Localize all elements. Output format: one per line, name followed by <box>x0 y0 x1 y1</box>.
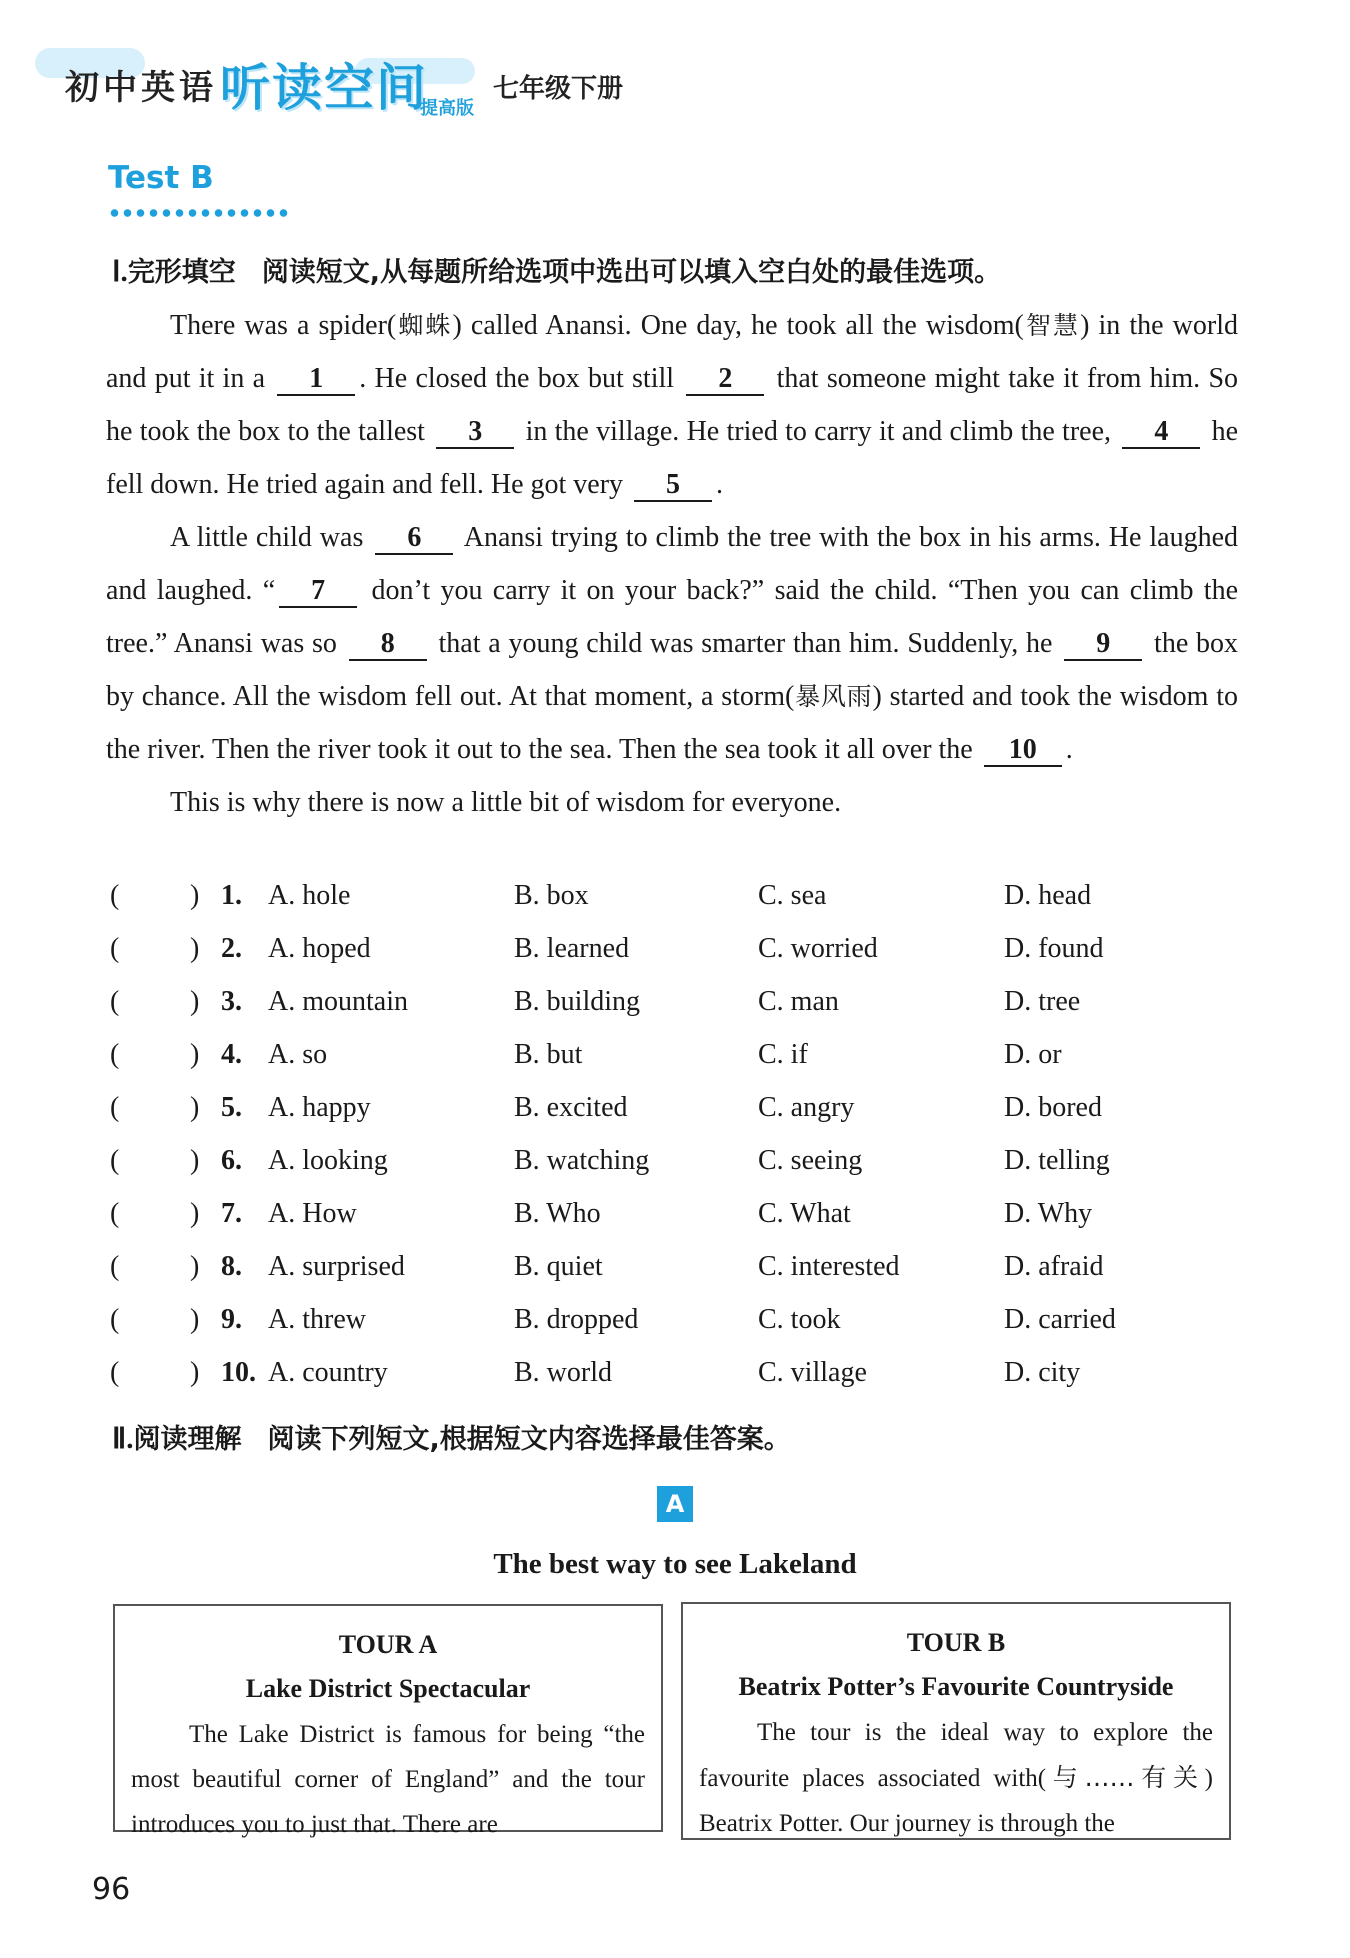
answer-paren-right: ) <box>190 1039 200 1070</box>
option-c: C. seeing <box>758 1145 863 1176</box>
option-a: A. surprised <box>268 1251 405 1282</box>
option-c: C. angry <box>758 1092 855 1123</box>
option-c: C. What <box>758 1198 851 1229</box>
option-c: C. village <box>758 1357 867 1388</box>
option-d: D. or <box>1004 1039 1062 1070</box>
answer-paren-right: ) <box>190 1304 200 1335</box>
edition-label: 提高版 <box>420 98 474 119</box>
answer-paren-left: ( <box>110 986 120 1017</box>
tour-b-text: The tour is the ideal way to explore the favourite places associated with(与……有关) Beatrix Potter. Our journey is through the <box>699 1719 1213 1837</box>
answer-paren-right: ) <box>190 1357 200 1388</box>
section-number: Ⅰ. <box>112 256 128 288</box>
question-number: 10. <box>221 1357 256 1388</box>
option-b: B. watching <box>514 1145 650 1176</box>
option-b: B. dropped <box>514 1304 639 1335</box>
section-number: Ⅱ. <box>112 1423 134 1455</box>
question-number: 9. <box>221 1304 242 1335</box>
question-row <box>106 1357 1238 1410</box>
option-a: A. looking <box>268 1145 388 1176</box>
section-heading-cloze <box>112 250 1001 289</box>
answer-paren-left: ( <box>110 1251 120 1282</box>
option-c: C. if <box>758 1039 808 1070</box>
option-b: B. excited <box>514 1092 628 1123</box>
option-a: A. mountain <box>268 986 408 1017</box>
question-number: 3. <box>221 986 242 1017</box>
answer-paren-left: ( <box>110 1145 120 1176</box>
tour-a-box <box>113 1604 663 1838</box>
question-row <box>106 1304 1238 1357</box>
answer-paren-right: ) <box>190 1092 200 1123</box>
blank-2: 2 <box>686 364 764 396</box>
answer-paren-left: ( <box>110 1304 120 1335</box>
answer-paren-right: ) <box>190 880 200 911</box>
blank-7: 7 <box>279 576 357 608</box>
answer-paren-left: ( <box>110 880 120 911</box>
question-number: 6. <box>221 1145 242 1176</box>
answer-paren-left: ( <box>110 1039 120 1070</box>
section-instruction: 阅读下列短文,根据短文内容选择最佳答案。 <box>267 1424 791 1455</box>
grade-label: 七年级下册 <box>493 74 624 104</box>
option-b: B. Who <box>514 1198 601 1229</box>
answer-paren-left: ( <box>110 1198 120 1229</box>
question-row <box>106 933 1238 986</box>
answer-paren-right: ) <box>190 1145 200 1176</box>
question-row <box>106 986 1238 1039</box>
option-a: A. so <box>268 1039 328 1070</box>
passage-paragraph: This is why there is now a little bit of wisdom for everyone. <box>170 787 842 818</box>
question-row <box>106 1251 1238 1304</box>
option-a: A. How <box>268 1198 357 1229</box>
brand-logo: 听读空间 <box>220 59 428 117</box>
answer-paren-left: ( <box>110 1092 120 1123</box>
option-c: C. sea <box>758 880 827 911</box>
option-d: D. tree <box>1004 986 1081 1017</box>
answer-paren-right: ) <box>190 933 200 964</box>
blank-3: 3 <box>436 417 514 449</box>
option-c: C. interested <box>758 1251 900 1282</box>
tour-a-subtitle: Lake District Spectacular <box>245 1674 531 1703</box>
blank-4: 4 <box>1122 417 1200 449</box>
option-d: D. city <box>1004 1357 1081 1388</box>
question-list <box>106 880 1238 1410</box>
blank-10: 10 <box>984 735 1062 767</box>
question-number: 1. <box>221 880 242 911</box>
passage-paragraph: There was a spider(蜘蛛) called Anansi. One day, he took all the wisdom(智慧) in the world and put it in a 1 . He closed the box but still 2 that someone might take it from him. So he took the box to the tallest 3 in the village. He tried to carry it and climb the tree, 4 he fell down. He tried again and fell. He got very 5 . <box>106 310 1239 500</box>
option-d: D. head <box>1004 880 1092 911</box>
option-b: B. world <box>514 1357 612 1388</box>
answer-paren-left: ( <box>110 933 120 964</box>
passage-badge: A <box>657 1486 693 1522</box>
question-number: 8. <box>221 1251 242 1282</box>
tour-b-name: TOUR B <box>906 1628 1006 1657</box>
option-b: B. building <box>514 986 641 1017</box>
section-heading-reading <box>112 1417 791 1456</box>
option-a: A. hoped <box>268 933 371 964</box>
blank-6: 6 <box>375 523 453 555</box>
option-d: D. bored <box>1004 1092 1102 1123</box>
question-row <box>106 1092 1238 1145</box>
page-header <box>55 48 755 128</box>
tour-a-name: TOUR A <box>338 1630 438 1659</box>
question-number: 2. <box>221 933 242 964</box>
question-number: 4. <box>221 1039 242 1070</box>
tour-a-text: The Lake District is famous for being “the most beautiful corner of England” and the tour introduces you to just that. There are <box>131 1721 645 1838</box>
question-row <box>106 880 1238 933</box>
test-title: Test B <box>108 160 214 196</box>
option-b: B. quiet <box>514 1251 603 1282</box>
blank-8: 8 <box>349 629 427 661</box>
option-a: A. country <box>268 1357 388 1388</box>
blank-9: 9 <box>1064 629 1142 661</box>
tour-b-subtitle: Beatrix Potter’s Favourite Countryside <box>738 1672 1174 1701</box>
option-b: B. learned <box>514 933 630 964</box>
book-subject: 初中英语 <box>65 68 217 108</box>
option-d: D. carried <box>1004 1304 1116 1335</box>
tour-b-box <box>681 1602 1231 1840</box>
option-d: D. found <box>1004 933 1104 964</box>
question-row <box>106 1145 1238 1198</box>
option-d: D. afraid <box>1004 1251 1104 1282</box>
page-number: 96 <box>92 1872 131 1907</box>
question-number: 7. <box>221 1198 242 1229</box>
answer-paren-right: ) <box>190 986 200 1017</box>
section-instruction: 阅读短文,从每题所给选项中选出可以填入空白处的最佳选项。 <box>261 257 1002 288</box>
option-a: A. hole <box>268 880 351 911</box>
option-d: D. telling <box>1004 1145 1110 1176</box>
option-a: A. threw <box>268 1304 366 1335</box>
answer-paren-right: ) <box>190 1198 200 1229</box>
passage-paragraph: A little child was 6 Anansi trying to climb the tree with the box in his arms. He laughed and laughed. “ 7 don’t you carry it on your back?” said the child. “Then you can climb the tree.” Anansi was so 8 that a young child was smarter than him. Suddenly, he 9 the box by chance. All the wisdom fell out. At that moment, a storm(暴风雨) started and took the wisdom to the river. Then the river took it out to the sea. Then the sea took it all over the 10 . <box>106 522 1239 765</box>
section-label: 完形填空 <box>127 257 236 288</box>
option-c: C. took <box>758 1304 841 1335</box>
option-b: B. box <box>514 880 589 911</box>
question-row <box>106 1039 1238 1092</box>
question-number: 5. <box>221 1092 242 1123</box>
option-c: C. man <box>758 986 839 1017</box>
option-c: C. worried <box>758 933 878 964</box>
answer-paren-right: ) <box>190 1251 200 1282</box>
reading-title: The best way to see Lakeland <box>493 1548 857 1580</box>
answer-paren-left: ( <box>110 1357 120 1388</box>
question-row <box>106 1198 1238 1251</box>
option-d: D. Why <box>1004 1198 1093 1229</box>
cloze-passage <box>106 299 1238 829</box>
option-a: A. happy <box>268 1092 371 1123</box>
option-b: B. but <box>514 1039 583 1070</box>
dotted-divider <box>108 208 288 218</box>
section-label: 阅读理解 <box>133 1424 242 1455</box>
blank-5: 5 <box>634 470 712 502</box>
blank-1: 1 <box>277 364 355 396</box>
